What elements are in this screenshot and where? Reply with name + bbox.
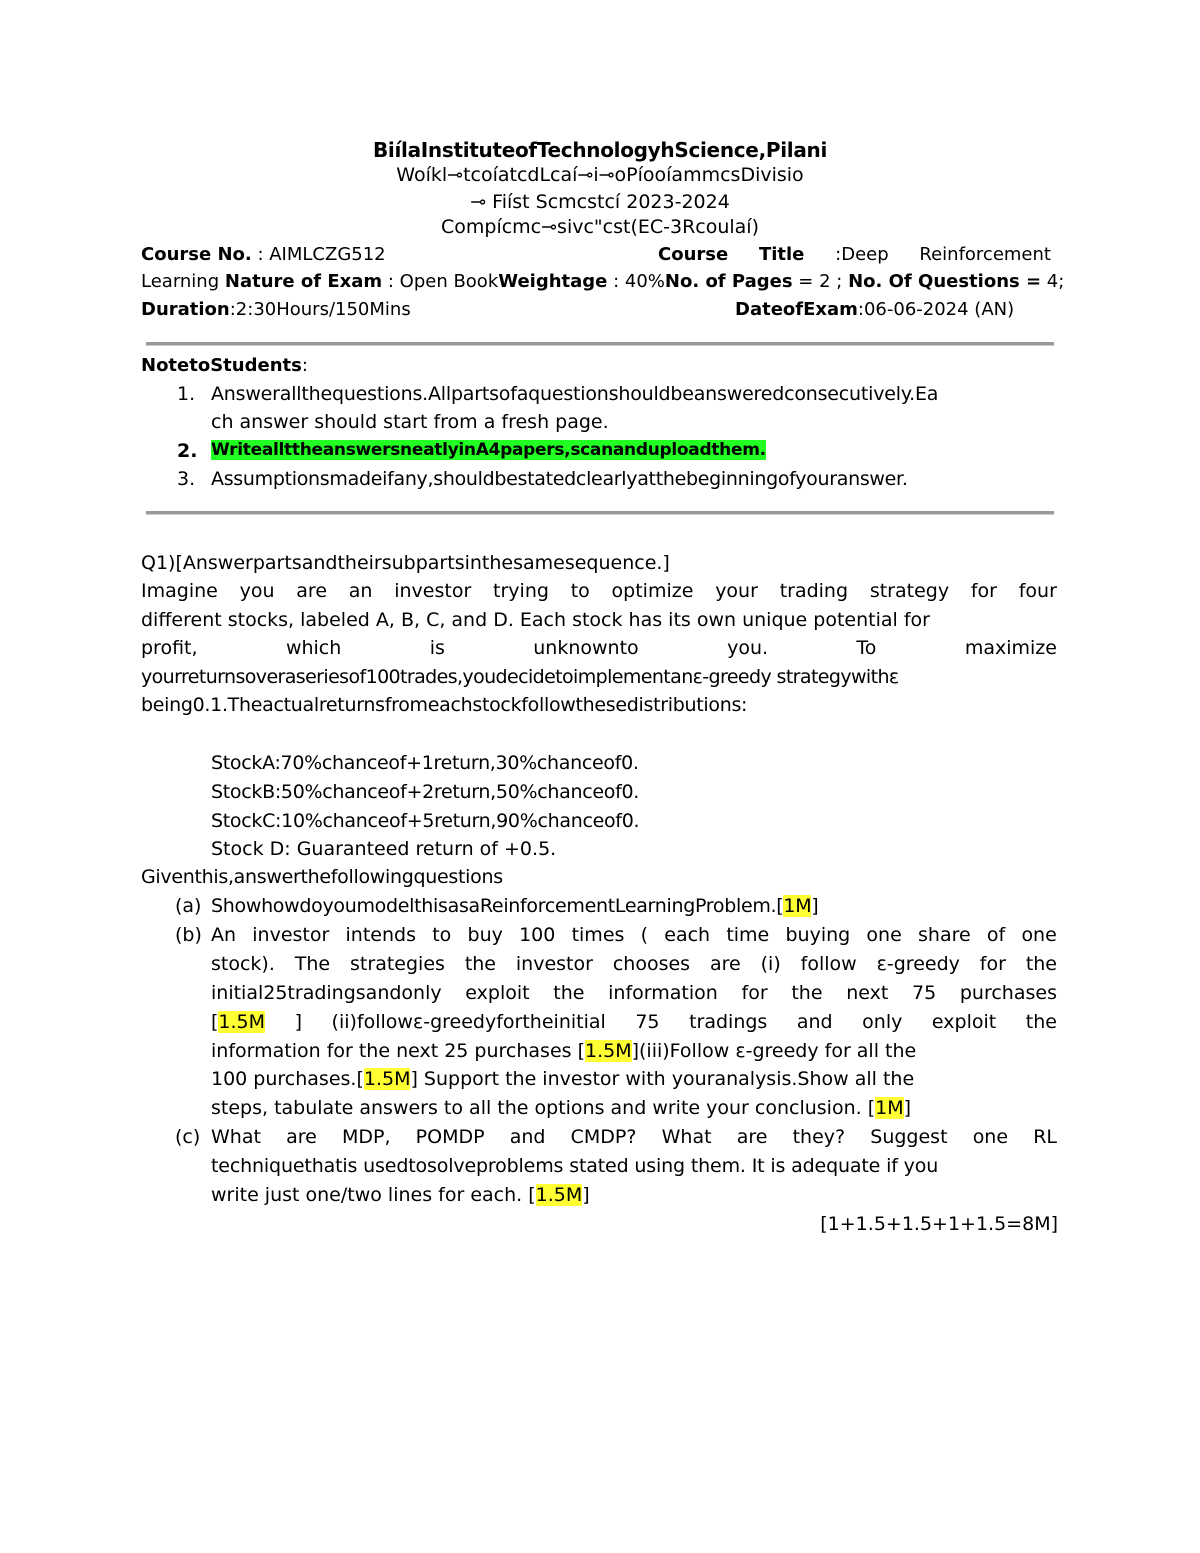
course-no: Course No. : AIMLCZG512: [141, 244, 386, 265]
course-title: Course Title :Deep Reinforcement: [658, 244, 1051, 265]
q1-given: Giventhis,answerthefollowingquestions: [141, 866, 503, 888]
part-a-text: ShowhowdoyoumodelthisasaReinforcementLearningProblem.[1M]: [211, 895, 819, 917]
part-b-label: (b): [175, 924, 202, 946]
note-2-number: 2.: [177, 440, 198, 462]
part-b-line-5: information for the next 25 purchases [1.5M](iii)Follow ε-greedy for all the: [211, 1040, 917, 1062]
stock-a: StockA:70%chanceof+1return,30%chanceof0.: [211, 752, 639, 774]
mark-badge: 1M: [875, 1097, 904, 1119]
q1-intro-line-5: being0.1.Theactualreturnsfromeachstockfollowthesedistributions:: [141, 694, 748, 716]
part-b-line-1: An investor intends to buy 100 times ( each time buying one share of one: [211, 924, 1057, 946]
q1-total-marks: [1+1.5+1.5+1+1.5=8M]: [820, 1213, 1058, 1235]
note-2-text: WriteallttheanswersneatlyinA4papers,scananduploadthem.: [211, 440, 766, 460]
stock-d: Stock D: Guaranteed return of +0.5.: [211, 838, 557, 860]
semester-title: ⊸ Fiíst Scmcstcí 2023-2024: [470, 191, 730, 213]
part-b-line-6: 100 purchases.[1.5M] Support the investor with youranalysis.Show all the: [211, 1068, 915, 1090]
part-a-label: (a): [175, 895, 202, 917]
mark-badge: 1.5M: [363, 1068, 411, 1090]
exam-meta-row: Learning Nature of Exam : Open BookWeightage : 40%No. of Pages = 2 ; No. Of Questions = 4;: [141, 271, 1065, 292]
q1-header: Q1)[Answerpartsandtheirsubpartsinthesamesequence.]: [141, 552, 670, 574]
note-1-text: Answerallthequestions.Allpartsofaquestionshouldbeansweredconsecutively.Ea: [211, 383, 939, 405]
divider-top: [146, 342, 1054, 346]
q1-intro-line-4: yourreturnsoveraseriesof100trades,youdecidetoimplementanε-greedy strategywithε: [141, 666, 899, 688]
part-c-line-2: techniquethatis usedtosolveproblems stated using them. It is adequate if you: [211, 1155, 939, 1177]
notes-heading: NotetoStudents:: [141, 355, 308, 376]
part-c-label: (c): [175, 1126, 201, 1148]
part-b-line-7: steps, tabulate answers to all the options and write your conclusion. [1M]: [211, 1097, 912, 1119]
part-c-line-3: write just one/two lines for each. [1.5M]: [211, 1184, 590, 1206]
part-c-line-1: What are MDP, POMDP and CMDP? What are they? Suggest one RL: [211, 1126, 1057, 1148]
q1-intro-line-1: Imagine you are an investor trying to optimize your trading strategy for four: [141, 580, 1057, 602]
divider-bottom: [146, 511, 1054, 515]
part-b-line-3: initial25tradingsandonly exploit the information for the next 75 purchases: [211, 982, 1057, 1004]
note-1-text-cont: ch answer should start from a fresh page.: [211, 411, 609, 433]
mark-badge: 1.5M: [585, 1040, 632, 1062]
note-1-number: 1.: [177, 383, 196, 405]
q1-intro-line-2: different stocks, labeled A, B, C, and D. Each stock has its own unique potential for: [141, 609, 930, 631]
exam-type-title: Compícmc⊸sivc"cst(EC-3Rcoulaí): [440, 216, 760, 238]
stock-c: StockC:10%chanceof+5return,90%chanceof0.: [211, 810, 640, 832]
part-b-line-4: [1.5M ] (ii)followε-greedyfortheinitial 75 tradings and only exploit the: [211, 1011, 1057, 1033]
exam-date: DateofExam:06-06-2024 (AN): [735, 299, 1015, 320]
duration: Duration:2:30Hours/150Mins: [141, 299, 411, 320]
mark-badge: 1.5M: [535, 1184, 583, 1206]
q1-intro-line-3: profit, which is unknownto you. To maximize: [141, 637, 1057, 659]
stock-b: StockB:50%chanceof+2return,50%chanceof0.: [211, 781, 639, 803]
part-b-line-2: stock). The strategies the investor chooses are (i) follow ε-greedy for the: [211, 953, 1057, 975]
note-3-text: Assumptionsmadeifany,shouldbestatedclearlyatthebeginningofyouranswer.: [211, 468, 908, 490]
mark-badge: 1.5M: [218, 1011, 266, 1033]
institute-title: BiílaInstituteofTechnologyhScience,Pilani: [372, 138, 828, 162]
division-title: Woíkl⊸tcoíatcdLcaí⊸i⊸oPíooíammcsDivisio: [396, 164, 804, 186]
mark-badge: 1M: [783, 895, 812, 917]
note-3-number: 3.: [177, 468, 196, 490]
